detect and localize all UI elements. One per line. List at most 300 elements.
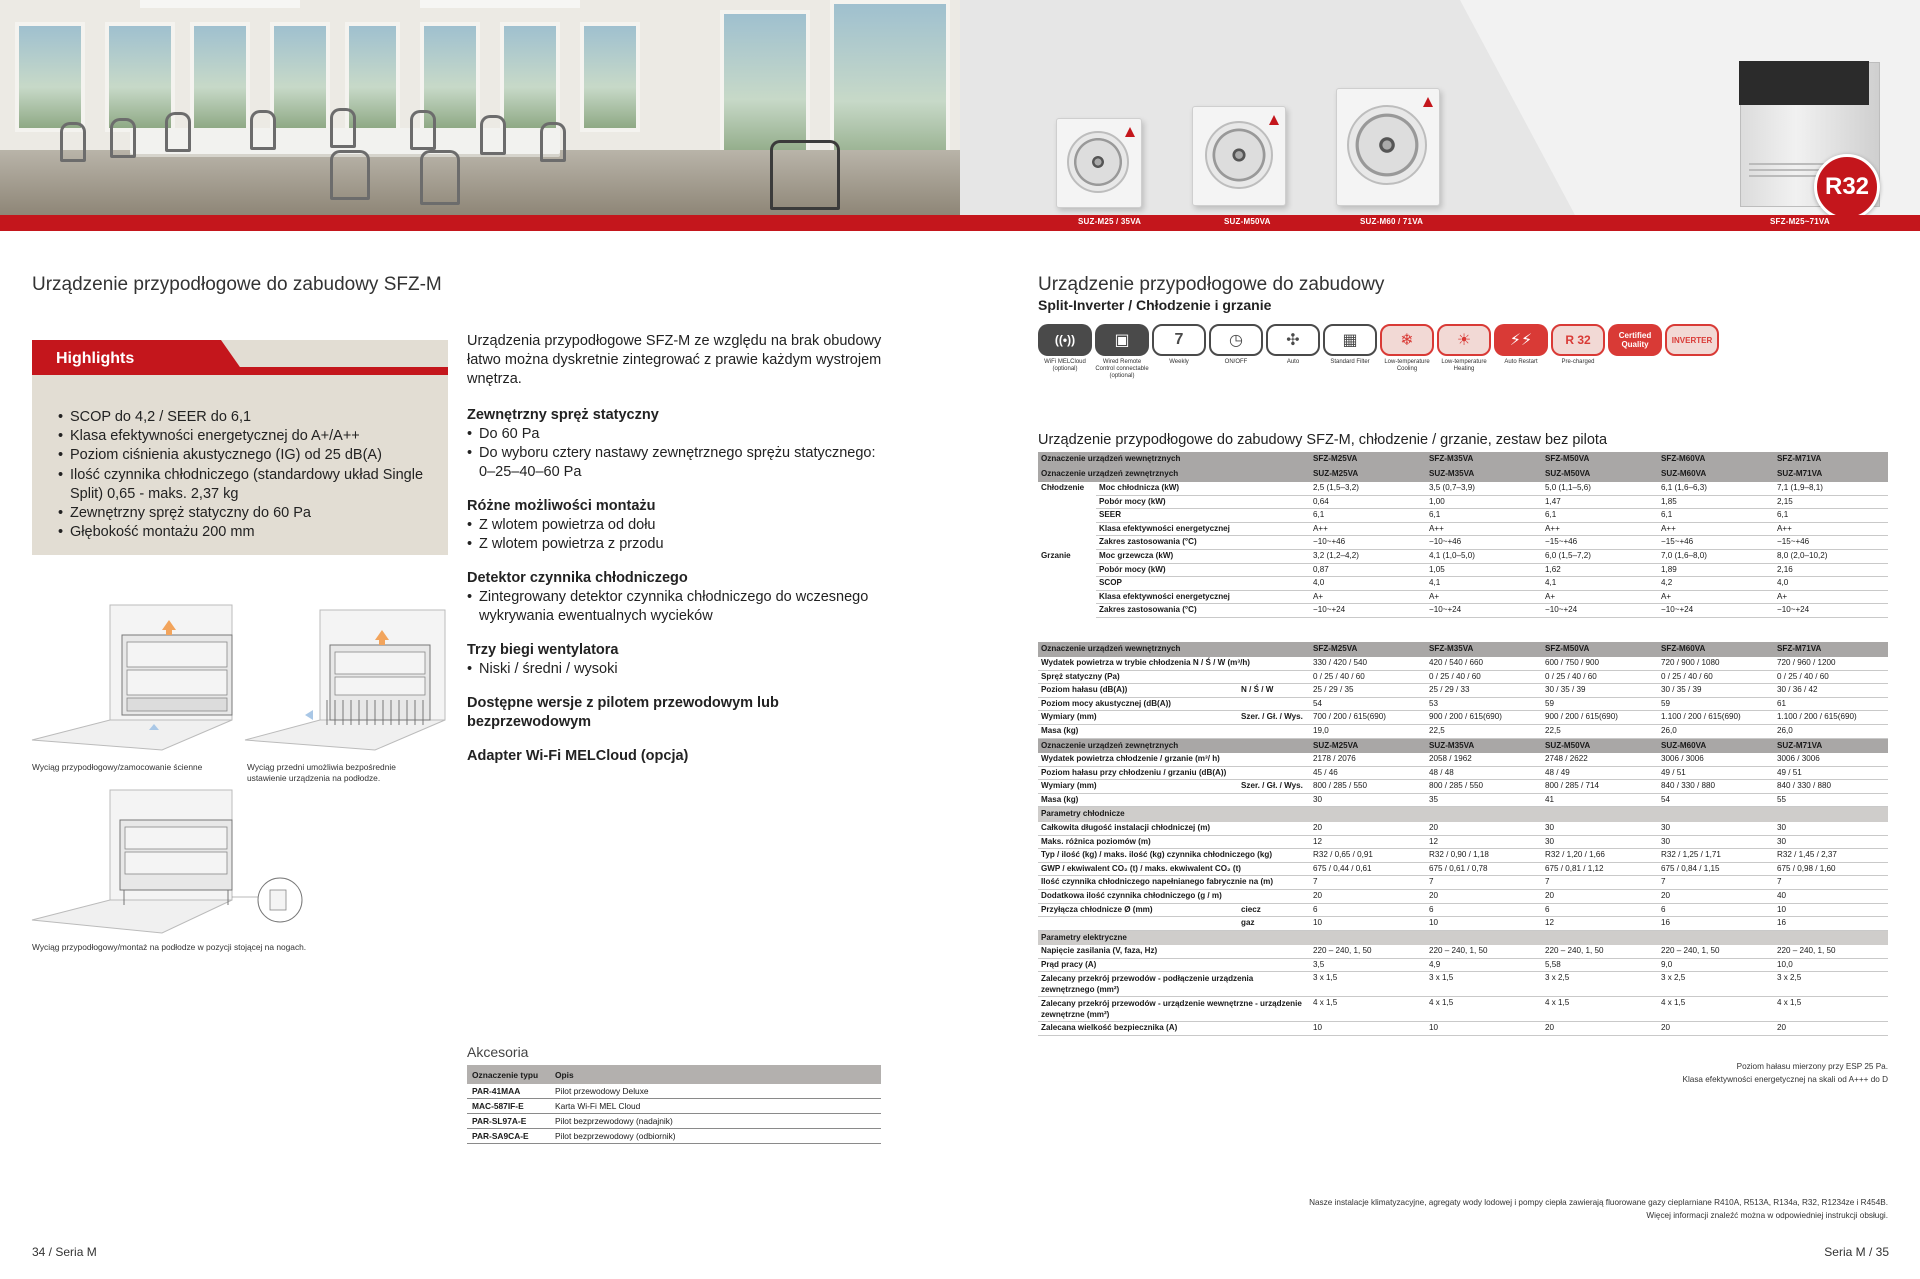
table-cell: 2,15	[1774, 495, 1888, 509]
row-label: SEER	[1096, 509, 1310, 523]
row-label: Poziom hałasu (dB(A))	[1038, 684, 1238, 698]
row-unit	[1238, 862, 1310, 876]
table-row	[1038, 917, 1888, 931]
row-unit	[1238, 835, 1310, 849]
table-cell: 40	[1774, 889, 1888, 903]
feature-icon-label: WiFi MELCloud (optional)	[1044, 359, 1086, 372]
feature-icon-item	[1437, 324, 1491, 373]
table-cell: A+	[1658, 590, 1774, 604]
table-cell: 6,0 (1,5–7,2)	[1542, 549, 1658, 563]
table-cell: 20	[1426, 822, 1542, 835]
accessories-title: Akcesoria	[467, 1044, 529, 1060]
wired-remote-icon: ▣	[1095, 324, 1149, 356]
table-cell: R32 / 1,25 / 1,71	[1658, 849, 1774, 863]
column-header: Opis	[550, 1065, 881, 1084]
table-cell: 220 – 240, 1, 50	[1542, 945, 1658, 958]
table-cell: A++	[1426, 522, 1542, 536]
table-cell: 12	[1542, 917, 1658, 931]
table-cell: 7	[1542, 876, 1658, 890]
column-header: Oznaczenie typu	[467, 1065, 550, 1084]
column-header: SFZ-M71VA	[1774, 452, 1888, 467]
table-cell: 4 x 1,5	[1426, 997, 1542, 1022]
row-group: Grzanie	[1041, 550, 1071, 560]
table-cell: 54	[1310, 697, 1426, 711]
feature-icon-label: Auto Restart	[1504, 359, 1538, 365]
table-cell: A++	[1658, 522, 1774, 536]
row-unit: ciecz	[1238, 903, 1310, 917]
column-header: SFZ-M25VA	[1310, 642, 1426, 657]
diagram-caption: Wyciąg przypodłogowy/zamocowanie ścienne	[32, 762, 203, 772]
table-cell: −10~+24	[1426, 604, 1542, 618]
table-cell: 16	[1774, 917, 1888, 931]
table-cell: 10	[1310, 1022, 1426, 1036]
table-cell: 4,0	[1310, 577, 1426, 591]
table-row	[467, 1084, 881, 1099]
photo-caption: SUZ-M60 / 71VA	[1360, 217, 1424, 226]
table-row	[1038, 563, 1888, 577]
row-label: Zalecany przekrój przewodów - podłączenie urządzenia zewnętrznego (mm²)	[1038, 972, 1310, 997]
table-cell: 3,2 (1,2–4,2)	[1310, 549, 1426, 563]
table-cell: 3 x 1,5	[1310, 972, 1426, 997]
outdoor-unit-small	[1056, 118, 1142, 208]
table-cell: Pilot bezprzewodowy (nadajnik)	[550, 1114, 881, 1129]
row-label: Zakres zastosowania (°C)	[1096, 604, 1310, 618]
table-cell: 6,1	[1310, 509, 1426, 523]
table-row	[1038, 766, 1888, 780]
feature-heading: Zewnętrzny spręż statyczny	[467, 407, 659, 423]
feature-heading: Detektor czynnika chłodniczego	[467, 570, 688, 586]
table-cell: −10~+24	[1658, 604, 1774, 618]
table-cell: 25 / 29 / 35	[1310, 684, 1426, 698]
feature-icon-label: Wired Remote Control connectable (optional)	[1095, 359, 1149, 379]
spec-table-title: Urządzenie przypodłogowe do zabudowy SFZ-M, chłodzenie / grzanie, zestaw bez pilota	[1038, 432, 1608, 448]
table-cell: 30	[1774, 835, 1888, 849]
row-group	[1038, 577, 1096, 591]
row-label: Zakres zastosowania (°C)	[1096, 536, 1310, 550]
table-cell: 6	[1658, 903, 1774, 917]
column-header: SFZ-M25VA	[1310, 452, 1426, 467]
table-row	[1038, 495, 1888, 509]
table-cell: 10	[1426, 917, 1542, 931]
feature-heading: Trzy biegi wentylatora	[467, 642, 619, 658]
table-cell: 30	[1658, 822, 1774, 835]
outdoor-unit-medium	[1192, 106, 1286, 206]
diagram-floor-standing	[32, 785, 312, 940]
feature-icon-item	[1266, 324, 1320, 366]
column-header: SUZ-M25VA	[1310, 738, 1426, 753]
table-cell: −10~+24	[1542, 604, 1658, 618]
column-header: Oznaczenie urządzeń wewnętrznych	[1038, 642, 1310, 657]
feature-icon-item	[1323, 324, 1377, 366]
standard-filter-icon: ▦	[1323, 324, 1377, 356]
feature-block	[467, 747, 887, 766]
list-item: • Zintegrowany detektor czynnika chłodniczego do wczesnego wykrywania ewentualnych wycieków	[467, 588, 887, 626]
table-cell: 7,1 (1,9–8,1)	[1774, 482, 1888, 495]
table-cell: A+	[1426, 590, 1542, 604]
table-cell: 4 x 1,5	[1310, 997, 1426, 1022]
feature-icon-item	[1665, 324, 1719, 359]
row-unit	[1238, 697, 1310, 711]
table-cell: 12	[1310, 835, 1426, 849]
feature-icon-item	[1494, 324, 1548, 366]
table-cell: 20	[1542, 889, 1658, 903]
table-cell: 4,9	[1426, 958, 1542, 972]
table-row	[1038, 997, 1888, 1022]
table-cell: A++	[1774, 522, 1888, 536]
row-label: Maks. różnica poziomów (m)	[1038, 835, 1238, 849]
list-item: • Niski / średni / wysoki	[467, 660, 887, 679]
table-header-row	[467, 1065, 881, 1084]
table-cell: R32 / 0,65 / 0,91	[1310, 849, 1426, 863]
table-cell: 1,05	[1426, 563, 1542, 577]
table-cell: 2,16	[1774, 563, 1888, 577]
table-cell: 7,0 (1,6–8,0)	[1658, 549, 1774, 563]
table-cell: 35	[1426, 793, 1542, 807]
row-label: Prąd pracy (A)	[1038, 958, 1238, 972]
diagram-wall-mount	[32, 600, 242, 760]
table-row	[1038, 903, 1888, 917]
row-unit	[1238, 1022, 1310, 1036]
section-header: Parametry chłodnicze	[1038, 807, 1888, 822]
column-header: SUZ-M50VA	[1542, 738, 1658, 753]
table-cell: 6,1	[1658, 509, 1774, 523]
column-header: SUZ-M60VA	[1658, 738, 1774, 753]
table-cell: 30 / 35 / 39	[1658, 684, 1774, 698]
table-cell: 3 x 2,5	[1542, 972, 1658, 997]
table-cell: 2,5 (1,5–3,2)	[1310, 482, 1426, 495]
feature-icon-item	[1551, 324, 1605, 366]
feature-icon-item	[1038, 324, 1092, 373]
table-cell: 7	[1658, 876, 1774, 890]
table-cell: 10	[1310, 917, 1426, 931]
table-cell: 12	[1426, 835, 1542, 849]
table-cell: −15~+46	[1542, 536, 1658, 550]
table-row	[1038, 509, 1888, 523]
table-cell: 30	[1542, 822, 1658, 835]
feature-icon-item	[1380, 324, 1434, 373]
table-cell: A+	[1542, 590, 1658, 604]
table-row	[1038, 482, 1888, 495]
row-label: Wydatek powietrza chłodzenie / grzanie (m³/ h)	[1038, 753, 1238, 766]
table-row	[1038, 670, 1888, 684]
pre-charged-icon: R 32	[1551, 324, 1605, 356]
table-cell: 0 / 25 / 40 / 60	[1426, 670, 1542, 684]
table-cell: R32 / 1,20 / 1,66	[1542, 849, 1658, 863]
table-cell: 5,0 (1,1–5,6)	[1542, 482, 1658, 495]
caption-band	[0, 215, 1920, 231]
table-cell: 8,0 (2,0–10,2)	[1774, 549, 1888, 563]
table-row	[1038, 958, 1888, 972]
feature-block	[467, 694, 887, 732]
feature-icon-label: Auto	[1286, 359, 1300, 365]
low-temp-heating-icon: ☀	[1437, 324, 1491, 356]
table-cell: −15~+46	[1658, 536, 1774, 550]
table-cell: 22,5	[1542, 724, 1658, 738]
table-cell: 2748 / 2622	[1542, 753, 1658, 766]
table-cell: 30	[1658, 835, 1774, 849]
list-item: • Głębokość montażu 200 mm	[58, 523, 438, 542]
row-label: Typ / ilość (kg) / maks. ilość (kg) czynnika chłodniczego (kg)	[1038, 849, 1238, 863]
table-cell: A++	[1542, 522, 1658, 536]
table-cell: 6	[1426, 903, 1542, 917]
feature-icon-label: Standard Filter	[1330, 359, 1370, 365]
table-cell: 840 / 330 / 880	[1658, 780, 1774, 794]
table-cell: 7	[1426, 876, 1542, 890]
table-cell: 48 / 49	[1542, 766, 1658, 780]
table-row	[1038, 822, 1888, 835]
table-cell: PAR-41MAA	[467, 1084, 550, 1099]
table-cell: −15~+46	[1774, 536, 1888, 550]
table-header-row	[1038, 642, 1888, 657]
row-label: Dodatkowa ilość czynnika chłodniczego (g / m)	[1038, 889, 1238, 903]
feature-heading: Dostępne wersje z pilotem przewodowym lub bezprzewodowym	[467, 695, 779, 730]
table-cell: 26,0	[1658, 724, 1774, 738]
table-cell: 3 x 2,5	[1774, 972, 1888, 997]
table-cell: 48 / 48	[1426, 766, 1542, 780]
feature-icon-label: Weekly	[1169, 359, 1189, 365]
table-cell: 20	[1310, 889, 1426, 903]
table-cell: 25 / 29 / 33	[1426, 684, 1542, 698]
row-group	[1038, 563, 1096, 577]
table-cell: PAR-SL97A-E	[467, 1114, 550, 1129]
highlights-label: Highlights	[56, 350, 135, 367]
row-label: Przyłącza chłodnicze Ø (mm)	[1038, 903, 1238, 917]
feature-heading: Różne możliwości montażu	[467, 498, 656, 514]
table-cell: 675 / 0,61 / 0,78	[1426, 862, 1542, 876]
feature-icon-label: Pre-charged	[1561, 359, 1595, 365]
wifi-icon: ((•))	[1038, 324, 1092, 356]
table-row	[1038, 711, 1888, 725]
table-cell: 4,1	[1426, 577, 1542, 591]
table-cell: 6,1	[1426, 509, 1542, 523]
table-row	[1038, 684, 1888, 698]
accessories-table	[467, 1065, 881, 1144]
weekly-timer-icon: 7	[1152, 324, 1206, 356]
table-cell: 30	[1774, 822, 1888, 835]
row-unit	[1238, 670, 1310, 684]
table-row	[1038, 1022, 1888, 1036]
row-group	[1038, 495, 1096, 509]
row-label: GWP / ekwiwalent CO₂ (t) / maks. ekwiwalent CO₂ (t)	[1038, 862, 1238, 876]
page-number-left: 34 / Seria M	[32, 1245, 97, 1259]
table-header-row	[1038, 738, 1888, 753]
table-cell: 4 x 1,5	[1774, 997, 1888, 1022]
row-label: Ilość czynnika chłodniczego napełnianego fabrycznie na (m)	[1038, 876, 1238, 890]
column-header: SFZ-M60VA	[1658, 452, 1774, 467]
note-line: Poziom hałasu mierzony przy ESP 25 Pa.	[1736, 1062, 1888, 1071]
feature-icon-item	[1152, 324, 1206, 366]
table-cell: 3006 / 3006	[1774, 753, 1888, 766]
table-cell: 800 / 285 / 550	[1426, 780, 1542, 794]
column-header: SFZ-M50VA	[1542, 642, 1658, 657]
table-row	[1038, 657, 1888, 670]
table-cell: 3 x 1,5	[1426, 972, 1542, 997]
table-row	[1038, 793, 1888, 807]
highlights-rule	[32, 367, 448, 375]
feature-heading: Adapter Wi-Fi MELCloud (opcja)	[467, 748, 689, 764]
table-cell: 1,00	[1426, 495, 1542, 509]
row-label: Moc chłodnicza (kW)	[1096, 482, 1310, 495]
feature-block	[467, 406, 887, 482]
table-cell: 675 / 0,81 / 1,12	[1542, 862, 1658, 876]
row-label: Napięcie zasilania (V, faza, Hz)	[1038, 945, 1238, 958]
table-cell: MAC-587IF-E	[467, 1099, 550, 1114]
table-cell: 1,89	[1658, 563, 1774, 577]
table-cell: 49 / 51	[1658, 766, 1774, 780]
table-cell: R32 / 1,45 / 2,37	[1774, 849, 1888, 863]
row-unit: Szer. / Gł. / Wys.	[1238, 711, 1310, 725]
table-cell: −10~+46	[1310, 536, 1426, 550]
table-cell: 55	[1774, 793, 1888, 807]
table-cell: 420 / 540 / 660	[1426, 657, 1542, 670]
row-label: Klasa efektywności energetycznej	[1096, 522, 1310, 536]
feature-block	[467, 569, 887, 626]
notes	[1683, 1060, 1889, 1086]
table-cell: 4,1 (1,0–5,0)	[1426, 549, 1542, 563]
table-row	[1038, 522, 1888, 536]
table-cell: 20	[1774, 1022, 1888, 1036]
list-item: • Poziom ciśnienia akustycznego (IG) od 25 dB(A)	[58, 446, 438, 465]
row-unit	[1238, 793, 1310, 807]
list-item: • Do wyboru cztery nastawy zewnętrznego sprężu statycznego: 0–25–40–60 Pa	[467, 444, 887, 482]
table-cell: 3,5	[1310, 958, 1426, 972]
table-cell: PAR-SA9CA-E	[467, 1129, 550, 1144]
row-label: Zalecany przekrój przewodów - urządzenie wewnętrzne - urządzenie zewnętrzne (mm²)	[1038, 997, 1310, 1022]
row-label: Klasa efektywności energetycznej	[1096, 590, 1310, 604]
table-row	[1038, 724, 1888, 738]
column-header: Oznaczenie urządzeń wewnętrznych	[1038, 452, 1310, 467]
table-cell: 53	[1426, 697, 1542, 711]
feature-icon-item	[1209, 324, 1263, 366]
list-item: • SCOP do 4,2 / SEER do 6,1	[58, 408, 438, 427]
table-header-row	[1038, 467, 1888, 482]
table-cell: 1,62	[1542, 563, 1658, 577]
row-label: SCOP	[1096, 577, 1310, 591]
table-cell: A++	[1310, 522, 1426, 536]
column-header: Oznaczenie urządzeń zewnętrznych	[1038, 738, 1310, 753]
table-cell: 59	[1658, 697, 1774, 711]
table-cell: 600 / 750 / 900	[1542, 657, 1658, 670]
low-temp-cooling-icon: ❄	[1380, 324, 1434, 356]
table-cell: 800 / 285 / 550	[1310, 780, 1426, 794]
table-cell: 20	[1310, 822, 1426, 835]
table-cell: 3,5 (0,7–3,9)	[1426, 482, 1542, 495]
table-cell: 6,1	[1542, 509, 1658, 523]
outdoor-unit-large	[1336, 88, 1440, 206]
table-row	[467, 1114, 881, 1129]
auto-fan-icon: ✣	[1266, 324, 1320, 356]
diagram-front-intake	[245, 600, 455, 760]
row-group	[1038, 522, 1096, 536]
row-label: Poziom mocy akustycznej (dB(A))	[1038, 697, 1238, 711]
list-item: • Klasa efektywności energetycznej do A+/A++	[58, 427, 438, 446]
footer-note	[1309, 1196, 1888, 1222]
feature-description	[467, 332, 887, 781]
feature-icon-item	[1608, 324, 1662, 359]
column-header: SUZ-M35VA	[1426, 738, 1542, 753]
table-cell: 2178 / 2076	[1310, 753, 1426, 766]
table-cell: A+	[1310, 590, 1426, 604]
table-row	[467, 1129, 881, 1144]
page-number-right: Seria M / 35	[1824, 1245, 1889, 1259]
row-unit	[1238, 958, 1310, 972]
table-row	[1038, 697, 1888, 711]
table-cell: Pilot bezprzewodowy (odbiornik)	[550, 1129, 881, 1144]
table-cell: 0 / 25 / 40 / 60	[1542, 670, 1658, 684]
table-cell: 20	[1658, 1022, 1774, 1036]
table-cell: Pilot przewodowy Deluxe	[550, 1084, 881, 1099]
column-header: SUZ-M25VA	[1310, 467, 1426, 482]
table-cell: 26,0	[1774, 724, 1888, 738]
table-row	[1038, 753, 1888, 766]
table-cell: 4,1	[1542, 577, 1658, 591]
column-header: Oznaczenie urządzeń zewnętrznych	[1038, 467, 1310, 482]
note-line: Klasa efektywności energetycznej na skali od A+++ do D	[1682, 1075, 1888, 1084]
photo-caption: SUZ-M25 / 35VA	[1078, 217, 1142, 226]
table-cell: 675 / 0,84 / 1,15	[1658, 862, 1774, 876]
table-cell: 0,87	[1310, 563, 1426, 577]
table-row	[1038, 835, 1888, 849]
row-label: Całkowita długość instalacji chłodniczej (m)	[1038, 822, 1238, 835]
row-group	[1038, 509, 1096, 523]
table-cell: 0 / 25 / 40 / 60	[1310, 670, 1426, 684]
row-label: Pobór mocy (kW)	[1096, 563, 1310, 577]
table-cell: 220 – 240, 1, 50	[1658, 945, 1774, 958]
column-header: SUZ-M71VA	[1774, 467, 1888, 482]
office-photo	[0, 0, 960, 215]
table-cell: 4,2	[1658, 577, 1774, 591]
list-item: • Ilość czynnika chłodniczego (standardowy układ Single Split) 0,65 - maks. 2,37 kg	[58, 466, 438, 504]
row-unit: gaz	[1238, 917, 1310, 931]
table-row	[1038, 889, 1888, 903]
table-cell: Karta Wi-Fi MEL Cloud	[550, 1099, 881, 1114]
table-section-row	[1038, 930, 1888, 945]
table-cell: 900 / 200 / 615(690)	[1542, 711, 1658, 725]
list-item: • Do 60 Pa	[467, 425, 887, 444]
column-header: SUZ-M50VA	[1542, 467, 1658, 482]
feature-block	[467, 641, 887, 679]
table-cell: 30	[1310, 793, 1426, 807]
row-label: Spręż statyczny (Pa)	[1038, 670, 1238, 684]
table-row	[1038, 577, 1888, 591]
table-cell: 20	[1426, 889, 1542, 903]
row-label: Wymiary (mm)	[1038, 780, 1238, 794]
auto-restart-icon: ⚡⚡	[1494, 324, 1548, 356]
table-cell: 3006 / 3006	[1658, 753, 1774, 766]
row-group	[1038, 604, 1096, 618]
table-cell: 54	[1658, 793, 1774, 807]
table-cell: 720 / 960 / 1200	[1774, 657, 1888, 670]
row-unit: Szer. / Gł. / Wys.	[1238, 780, 1310, 794]
table-row	[1038, 549, 1888, 563]
table-cell: 1,47	[1542, 495, 1658, 509]
r32-badge: R32	[1814, 154, 1880, 220]
table-cell: −10~+24	[1774, 604, 1888, 618]
diagram-caption: Wyciąg przypodłogowy/montaż na podłodze w pozycji stojącej na nogach.	[32, 942, 307, 952]
table-cell: 720 / 900 / 1080	[1658, 657, 1774, 670]
feature-icon-label: Low-temperature Cooling	[1384, 359, 1430, 372]
table-cell: 900 / 200 / 615(690)	[1426, 711, 1542, 725]
feature-block	[467, 497, 887, 554]
inverter-icon: INVERTER	[1665, 324, 1719, 356]
certified-quality-icon: Certified Quality	[1608, 324, 1662, 356]
table-cell: −10~+24	[1310, 604, 1426, 618]
table-cell: 4 x 1,5	[1542, 997, 1658, 1022]
feature-icon-label: Low-temperature Heating	[1441, 359, 1487, 372]
table-row	[1038, 972, 1888, 997]
column-header: SUZ-M71VA	[1774, 738, 1888, 753]
table-row	[467, 1099, 881, 1114]
